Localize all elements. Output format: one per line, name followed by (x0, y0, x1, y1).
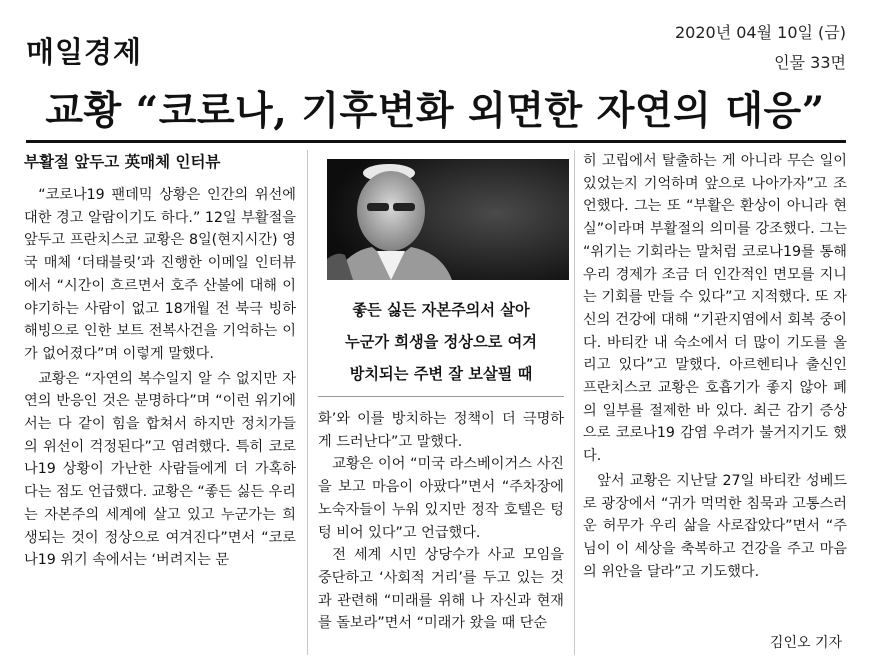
paragraph: “코로나19 팬데믹 상황은 인간의 위선에 대한 경고 알람이기도 하다.” 12일 부활절을 앞두고 프란치스코 교황은 8일(현지시간) 영국 매체 ‘더태블릿’과 진행한 이메일 인터뷰에서 “시간이 흐르면서 호주 산불에 대해 이야기하는 사람이 없고 18개월 전 북극 빙하 해빙으로 인한 보트 전복사건을 기억하는 이가 없어졌다”며 이렇게 말했다. (24, 187, 296, 362)
column-2 (318, 408, 564, 635)
subhead: 부활절 앞두고 英매체 인터뷰 (24, 153, 221, 171)
column-1 (24, 150, 296, 572)
pull-quote-line: 누군가 희생을 정상으로 여겨 (345, 333, 537, 351)
paragraph: 교황은 이어 “미국 라스베이거스 사진을 보고 마음이 아팠다”면서 “주차장에 노숙자들이 누워 있지만 정작 호텔은 텅텅 비어 있다”고 언급했다. (318, 456, 564, 541)
section-label: 인물 33면 (774, 53, 846, 72)
column-3 (583, 150, 847, 583)
paragraph: 앞서 교황은 지난달 27일 바티칸 성베드로 광장에서 “귀가 먹먹한 침묵과 고통스러운 허무가 우리 삶을 사로잡았다”면서 “주님이 이 세상을 축복하고 건강을 주고 마음의 위안을 달라”고 기도했다. (583, 472, 847, 580)
paragraph: 히 고립에서 탈출하는 게 아니라 무슨 일이 있었는지 기억하며 앞으로 나아가자”고 조언했다. 그는 또 “부활은 환상이 아니라 현실”이라며 부활절의 의미를 강조했다. 그는 “위기는 기회라는 말처럼 코로나19를 통해 우리 경제가 조금 더 인간적인 면모를 지니는 기회를 만들 수 있다”고 지적했다. 또 자신의 건강에 대해 “기관지염에서 회복 중이다. 바티칸 내 숙소에서 더 많이 기도를 올리고 있다”고 말했다. 아르헨티나 출신인 프란치스코 교황은 호흡기가 좋지 않아 폐의 일부를 절제한 바 있다. 최근 감기 증상으로 코로나19 감염 우려가 불거지기도 했다. (583, 153, 847, 465)
pope-photo (327, 159, 569, 280)
pope-portrait-icon (327, 159, 569, 280)
pull-quote-line: 좋든 싫든 자본주의서 살아 (352, 301, 530, 319)
paragraph: 교황은 “자연의 복수일지 알 수 없지만 자연의 반응인 것은 분명하다”며 “이런 위기에서는 다 같이 힘을 합쳐서 하지만 정치가들의 위선이 걱정된다”고 염려했다. 특히 코로나19 상황이 가난한 사람들에게 더 가혹하다는 점도 언급했다. 교황은 “좋든 싫든 우리는 자본주의 세계에 살고 있고 누군가는 희생되는 것이 정상으로 여겨진다”면서 “코로나19 위기 속에서는 ‘버려지는 문 (24, 370, 296, 569)
pull-quote-line: 방치되는 주변 잘 보살필 때 (349, 365, 533, 383)
column-divider (307, 150, 308, 655)
paragraph: 전 세계 시민 상당수가 사교 모임을 중단하고 ‘사회적 거리’를 두고 있는 것과 관련해 “미래를 위해 나 자신과 현재를 돌보라”면서 “미래가 왔을 때 단순 (318, 547, 564, 632)
byline: 김인오 기자 (769, 635, 842, 651)
headline: 교황 “코로나, 기후변화 외면한 자연의 대응” (45, 88, 825, 134)
masthead: 매일경제 (26, 35, 143, 69)
column-divider (574, 150, 575, 655)
paragraph: 화’와 이를 방치하는 정책이 더 극명하게 드러난다”고 말했다. (318, 411, 564, 450)
publication-date: 2020년 04월 10일 (금) (674, 23, 846, 42)
headline-rule (26, 140, 846, 143)
pull-quote (318, 294, 564, 397)
